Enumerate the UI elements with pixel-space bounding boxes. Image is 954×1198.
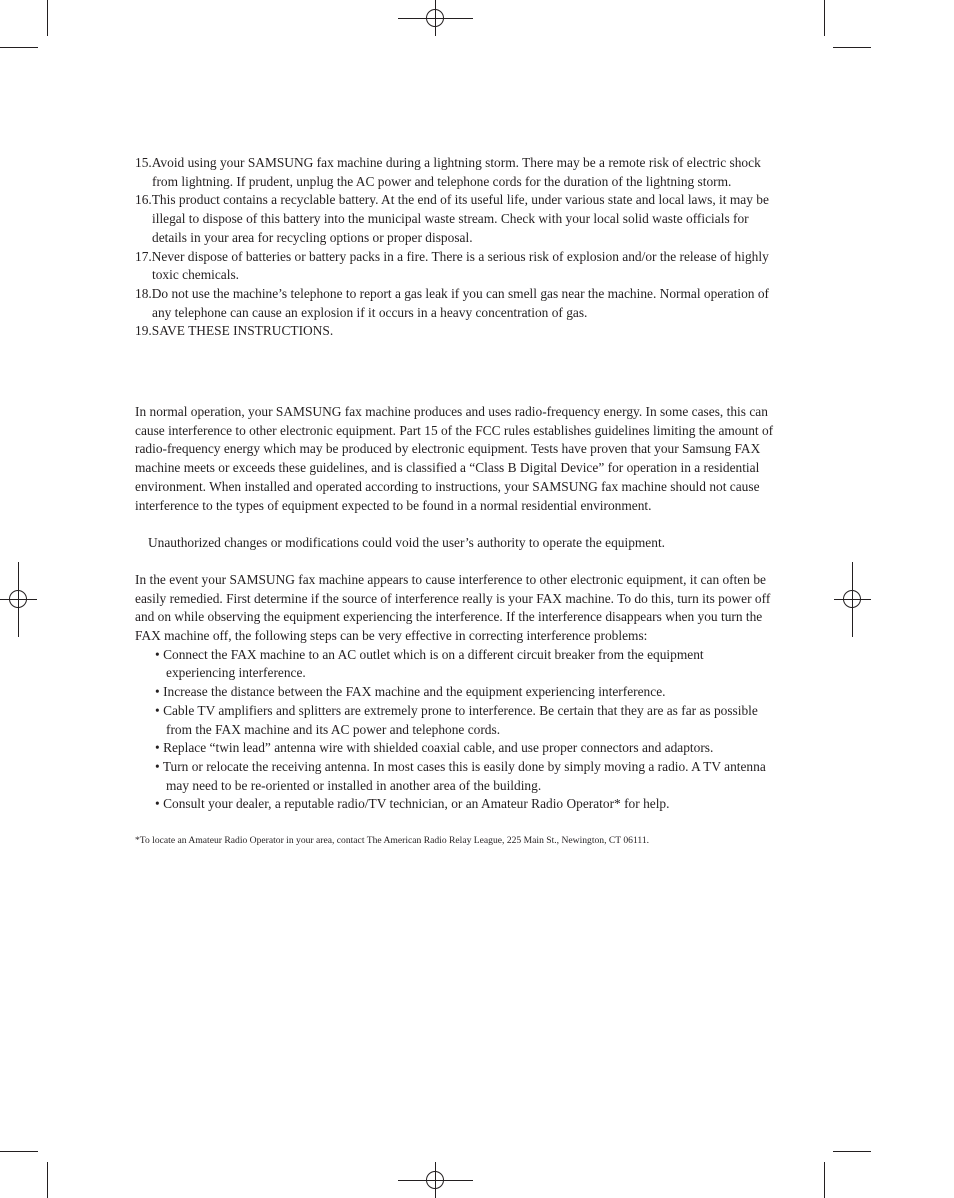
fcc-paragraph-3: In the event your SAMSUNG fax machine appears to cause interference to other electronic equipment, it can often be easily remedied. First determine if the source of interference really is your FAX machine. To do this, turn its power off and on while observing the equipment experiencing the interference. If the interference disappears when you turn the FAX machine off, the following steps can be very effective in correcting interference problems: xyxy=(135,571,771,644)
crop-mark-bottom-right-vertical xyxy=(824,1162,825,1198)
item-number: 19. xyxy=(135,323,152,339)
list-item xyxy=(155,795,775,814)
crop-mark-bottom-left-horizontal xyxy=(0,1151,38,1152)
bullet-glyph: • xyxy=(155,796,160,812)
item-number: 17. xyxy=(135,248,152,264)
safety-item xyxy=(135,285,775,322)
bullet-glyph: • xyxy=(155,684,160,700)
list-item-text: Connect the FAX machine to an AC outlet which is on a different circuit breaker from the equipment experiencing interference. xyxy=(163,646,704,681)
item-number: 16. xyxy=(135,192,152,208)
item-text: Do not use the machine’s telephone to report a gas leak if you can smell gas near the machine. Normal operation of any telephone can cause an explosion if it occurs in a heavy concentration of gas. xyxy=(151,285,770,320)
crop-mark-top-right-horizontal xyxy=(833,47,871,48)
page-content xyxy=(135,154,775,847)
safety-item xyxy=(135,248,775,285)
list-item-text: Increase the distance between the FAX machine and the equipment experiencing interference. xyxy=(163,684,666,700)
crop-mark-top-left-vertical xyxy=(47,0,48,36)
list-item-text: Turn or relocate the receiving antenna. In most cases this is easily done by simply moving a radio. A TV antenna may need to be re-oriented or installed in another area of the building. xyxy=(162,758,766,793)
list-item-text: Cable TV amplifiers and splitters are extremely prone to interference. Be certain that they are as far as possible from the FAX machine and its AC power and telephone cords. xyxy=(163,702,758,737)
item-text: Avoid using your SAMSUNG fax machine during a lightning storm. There may be a remote risk of electric shock from lightning. If prudent, unplug the AC power and telephone cords for the duration of the lightning storm. xyxy=(151,155,761,189)
bullet-glyph: • xyxy=(155,758,160,774)
safety-instructions-list xyxy=(135,154,775,341)
fcc-paragraph-1: In normal operation, your SAMSUNG fax machine produces and uses radio-frequency energy. In some cases, this can cause interference to other electronic equipment. Part 15 of the FCC rules establishes guidelines limiting the amount of radio-frequency energy which may be produced by electronic equipment. Tests have proven that your Samsung FAX machine meets or exceeds these guidelines, and is classified a “Class B Digital Device” for operation in a residential environment. When installed and operated according to instructions, your SAMSUNG fax machine should not cause interference to the types of equipment expected to be found in a normal residential environment. xyxy=(135,404,774,513)
list-item xyxy=(155,646,775,683)
registration-mark-left-circle xyxy=(9,590,27,608)
registration-mark-right-circle xyxy=(843,590,861,608)
interference-remedies-list xyxy=(135,646,775,814)
footnote: *To locate an Amateur Radio Operator in your area, contact The American Radio Relay League, 225 Main St., Newington, CT 06111. xyxy=(135,835,650,847)
item-number: 18. xyxy=(135,285,152,301)
crop-mark-top-right-vertical xyxy=(824,0,825,36)
registration-mark-bottom-circle xyxy=(426,1171,444,1189)
crop-mark-top-left-horizontal xyxy=(0,47,38,48)
list-item xyxy=(155,683,775,702)
bullet-glyph: • xyxy=(155,740,160,756)
item-number: 15. xyxy=(135,155,152,170)
safety-item xyxy=(135,154,775,191)
bullet-glyph: • xyxy=(155,702,160,718)
fcc-paragraph-2: Unauthorized changes or modifications could void the user’s authority to operate the equipment. xyxy=(148,535,666,551)
crop-mark-bottom-right-horizontal xyxy=(833,1151,871,1152)
item-text: SAVE THESE INSTRUCTIONS. xyxy=(151,323,334,339)
list-item xyxy=(155,739,775,758)
safety-item xyxy=(135,191,775,247)
list-item-text: Consult your dealer, a reputable radio/TV technician, or an Amateur Radio Operator* for help. xyxy=(163,796,670,812)
item-text: Never dispose of batteries or battery packs in a fire. There is a serious risk of explosion and/or the release of highly toxic chemicals. xyxy=(151,248,769,283)
list-item xyxy=(155,758,775,795)
crop-mark-bottom-left-vertical xyxy=(47,1162,48,1198)
safety-item xyxy=(135,322,775,341)
bullet-glyph: • xyxy=(155,646,160,662)
list-item xyxy=(155,702,775,739)
registration-mark-top-circle xyxy=(426,9,444,27)
item-text: This product contains a recyclable battery. At the end of its useful life, under various state and local laws, it may be illegal to dispose of this battery into the municipal waste stream. Check with your local solid waste officials for details in your area for recycling options or proper disposal. xyxy=(151,192,769,245)
list-item-text: Replace “twin lead” antenna wire with shielded coaxial cable, and use proper connectors and adaptors. xyxy=(163,740,714,756)
